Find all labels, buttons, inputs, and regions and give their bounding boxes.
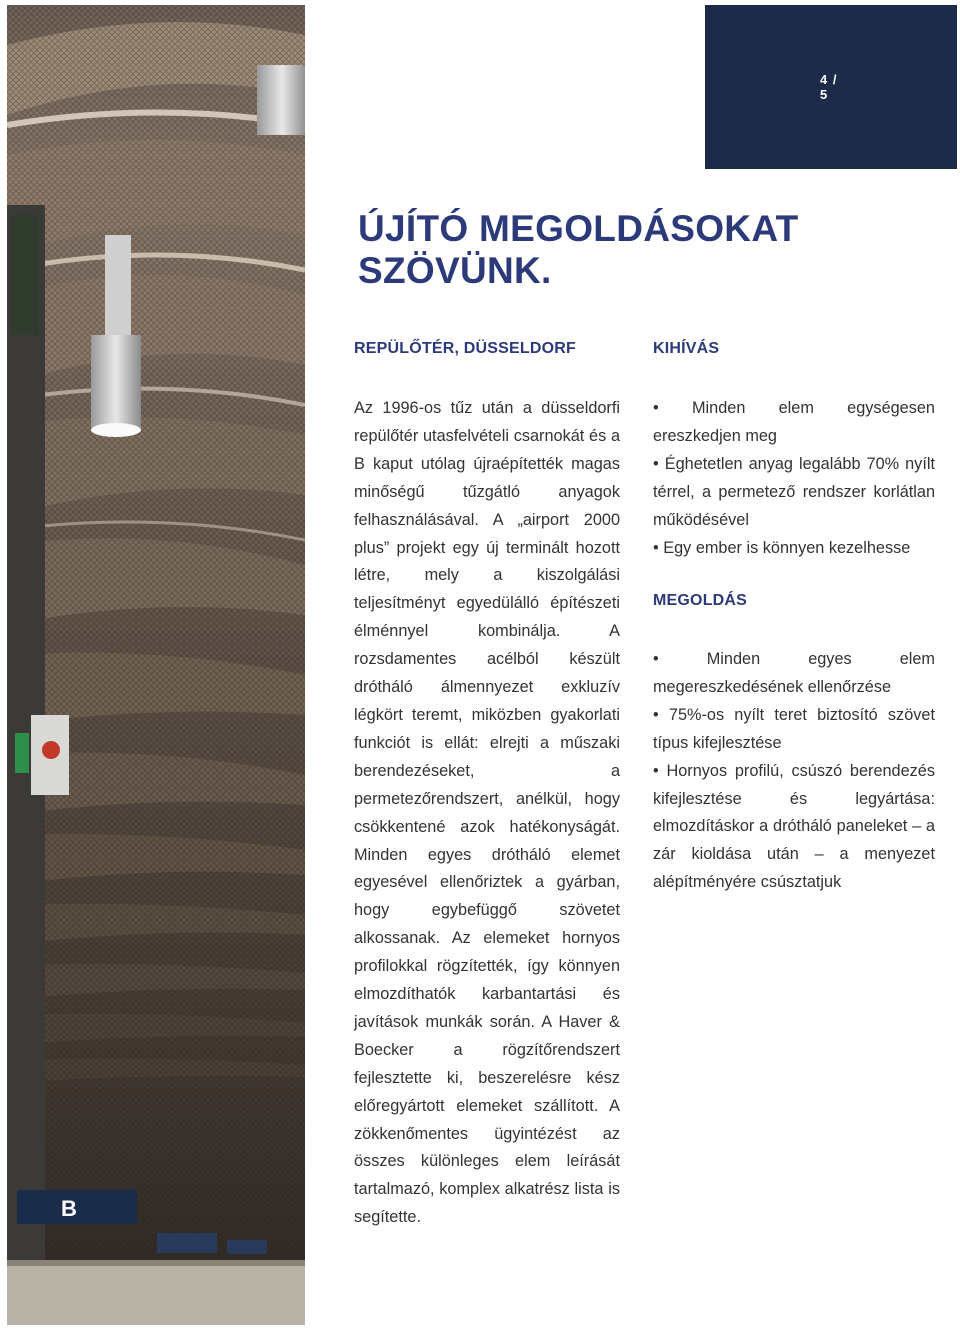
- ceiling-illustration: [7, 5, 305, 1325]
- project-heading: REPÜLŐTÉR, DÜSSELDORF: [354, 340, 576, 357]
- page-title: [358, 208, 838, 292]
- solution-item: • 75%-os nyílt teret biztosító szövet típus kifejlesztése: [653, 702, 935, 758]
- solution-list: [653, 646, 935, 897]
- challenge-list: [653, 395, 935, 562]
- challenge-heading: KIHÍVÁS: [653, 340, 720, 357]
- challenge-item: • Egy ember is könnyen kezelhesse: [653, 535, 935, 563]
- page-number: 4 / 5: [820, 72, 838, 102]
- gate-sign-letter: B: [61, 1196, 77, 1221]
- project-description: Az 1996-os tűz után a düsseldorfi repülőtér utasfelvételi csarnokát és a B kaput utólag újraépítették magas minőségű tűzgátló anyagok felhasználásával. A „airport 2000 plus” projekt egy új terminált hozott létre, mely a kiszolgálási teljesítményt egyedülálló építészeti élménnyel kombinálja. A rozsdamentes acélból készült drótháló álmennyezet exkluzív légkört teremt, miközben gyakorlati funkciót is ellát: elrejti a műszaki berendezéseket, a permetezőrendszert, anélkül, hogy csökkentené azok hatékonyságát. Minden egyes drótháló elemet egyesével ellenőriztek a gyárban, hogy egybefüggő szövetet alkossanak. Az elemeket hornyos profilokkal rögzítették, így könnyen elmozdíthatók karbantartási és javítások munkák során. A Haver & Boecker a rögzítőrendszert fejlesztette ki, beszerelésre kész előregyártott elemeket szállított. A zökkenőmentes ügyintézést az összes különleges elem leírását tartalmazó, komplex alkatrész lista is segítette.: [354, 399, 620, 1227]
- solution-heading: MEGOLDÁS: [653, 592, 748, 609]
- challenge-item: • Éghetetlen anyag legalább 70% nyílt térrel, a permetező rendszer korlátlan működésével: [653, 451, 935, 535]
- solution-item: • Minden egyes elem megereszkedésének ellenőrzése: [653, 646, 935, 702]
- title-line-1: ÚJÍTÓ MEGOLDÁSOKAT: [358, 208, 799, 249]
- challenge-item: • Minden elem egységesen ereszkedjen meg: [653, 395, 935, 451]
- solution-item: • Hornyos profilú, csúszó berendezés kifejlesztése és legyártása: elmozdításkor a drótháló paneleket – a zár kioldása után – a menyezet alépítményére csúsztatjuk: [653, 758, 935, 898]
- airport-ceiling-photo: [7, 5, 305, 1325]
- title-line-2: SZÖVÜNK.: [358, 250, 552, 291]
